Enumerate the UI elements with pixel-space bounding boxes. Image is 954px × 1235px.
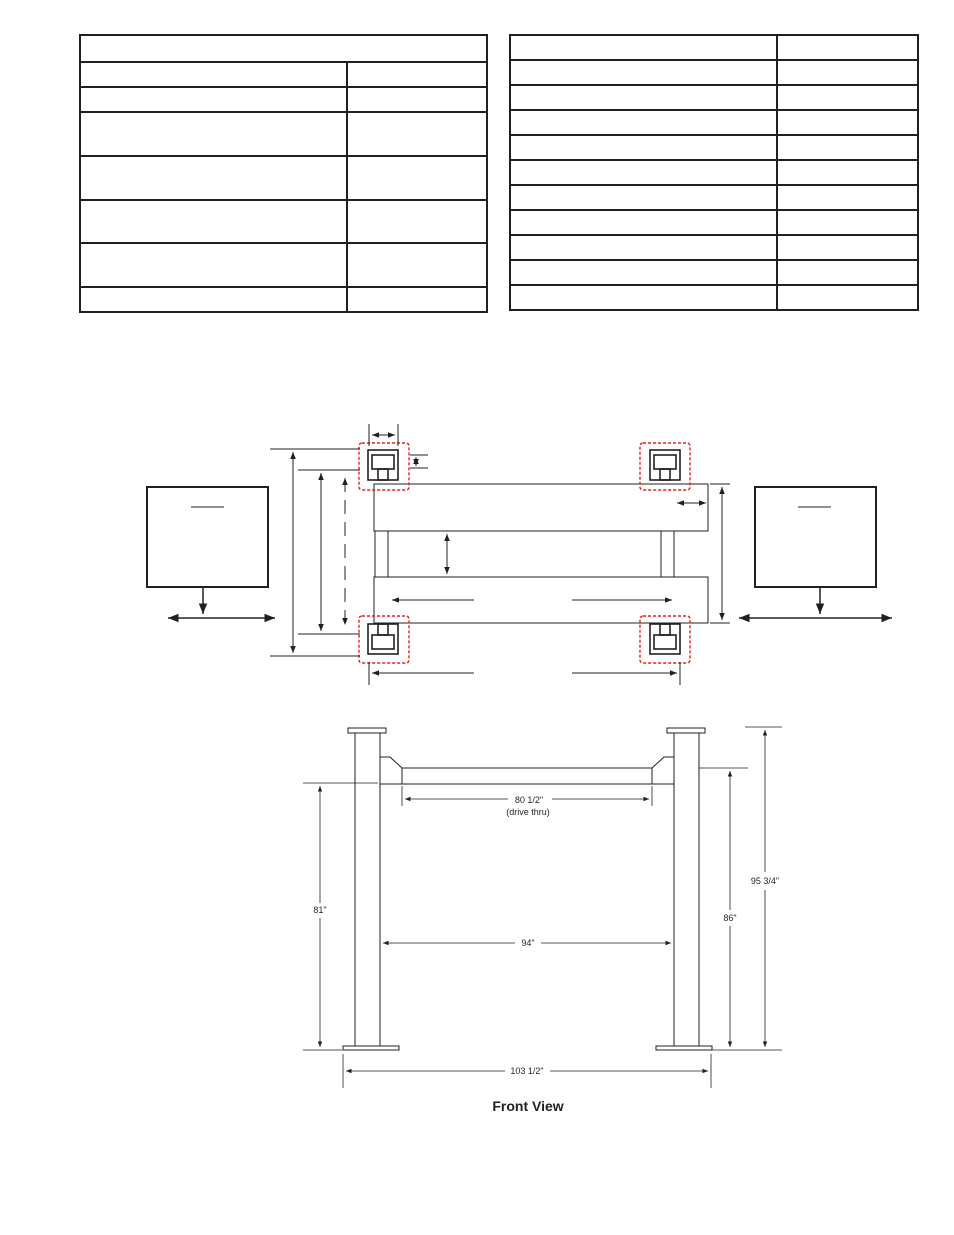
table-row [510, 210, 918, 235]
table-row [80, 87, 487, 112]
table-row [510, 185, 918, 210]
table-row [510, 35, 918, 60]
row-value [777, 210, 918, 235]
post-bottom-right [650, 624, 680, 654]
row-value [347, 200, 487, 243]
side-box-right [755, 487, 876, 587]
row-label [510, 135, 777, 160]
cross-tube-right [661, 531, 674, 577]
row-value [777, 85, 918, 110]
table-row [80, 287, 487, 312]
dim-runway-height-label: 86" [723, 913, 737, 923]
row-value [777, 110, 918, 135]
column-left-cap [348, 728, 386, 733]
row-label [510, 285, 777, 310]
table-row [80, 156, 487, 200]
row-value [777, 60, 918, 85]
column-right-base [656, 1046, 712, 1050]
row-label [80, 287, 347, 312]
row-label [510, 260, 777, 285]
table-row [510, 85, 918, 110]
cross-tube-left [375, 531, 388, 577]
row-label [510, 235, 777, 260]
right-spec-table [509, 34, 919, 311]
dim-column-height-label: 81" [313, 905, 327, 915]
table-row [510, 160, 918, 185]
front-view-caption: Front View [492, 1098, 564, 1114]
table-row [80, 112, 487, 156]
row-label [80, 156, 347, 200]
table-row [80, 62, 487, 87]
table-row [510, 235, 918, 260]
row-label [510, 210, 777, 235]
row-value [777, 160, 918, 185]
table-row [80, 200, 487, 243]
table-row [510, 135, 918, 160]
table-row [510, 285, 918, 310]
dim-between-columns-label: 94" [521, 938, 535, 948]
row-label [80, 87, 347, 112]
column-right-cap [667, 728, 705, 733]
top-view-diagram [0, 410, 954, 700]
row-value [347, 287, 487, 312]
column-left-base [343, 1046, 399, 1050]
runway-crossbar [380, 757, 674, 784]
row-value [347, 156, 487, 200]
left-table-header-row [80, 35, 487, 62]
dim-overall-height-label: 95 3/4" [750, 876, 780, 886]
left-spec-table [79, 34, 488, 313]
post-top-left [368, 450, 398, 480]
row-label [510, 35, 777, 60]
row-label [80, 112, 347, 156]
row-label [510, 60, 777, 85]
dim-overall-width-label: 103 1/2" [510, 1066, 544, 1076]
row-label [510, 160, 777, 185]
table-row [80, 243, 487, 287]
front-view-diagram [0, 715, 954, 1095]
row-label [510, 185, 777, 210]
dim-drive-thru-note: (drive thru) [506, 807, 550, 817]
column-left [355, 733, 380, 1046]
row-value [777, 185, 918, 210]
row-label [80, 62, 347, 87]
table-row [510, 260, 918, 285]
row-label [510, 110, 777, 135]
row-label [80, 243, 347, 287]
row-value [777, 235, 918, 260]
table-row [510, 60, 918, 85]
row-label [510, 85, 777, 110]
row-value [347, 112, 487, 156]
row-value [777, 35, 918, 60]
dim-drive-thru-label: 80 1/2" [514, 795, 544, 805]
left-table-header [80, 35, 487, 62]
row-value [777, 135, 918, 160]
row-value [347, 62, 487, 87]
column-right [674, 733, 699, 1046]
row-label [80, 200, 347, 243]
row-value [777, 260, 918, 285]
row-value [777, 285, 918, 310]
side-box-left [147, 487, 268, 587]
post-top-right [650, 450, 680, 480]
row-value [347, 87, 487, 112]
row-value [347, 243, 487, 287]
table-row [510, 110, 918, 135]
post-bottom-left [368, 624, 398, 654]
runway-top [374, 484, 708, 531]
